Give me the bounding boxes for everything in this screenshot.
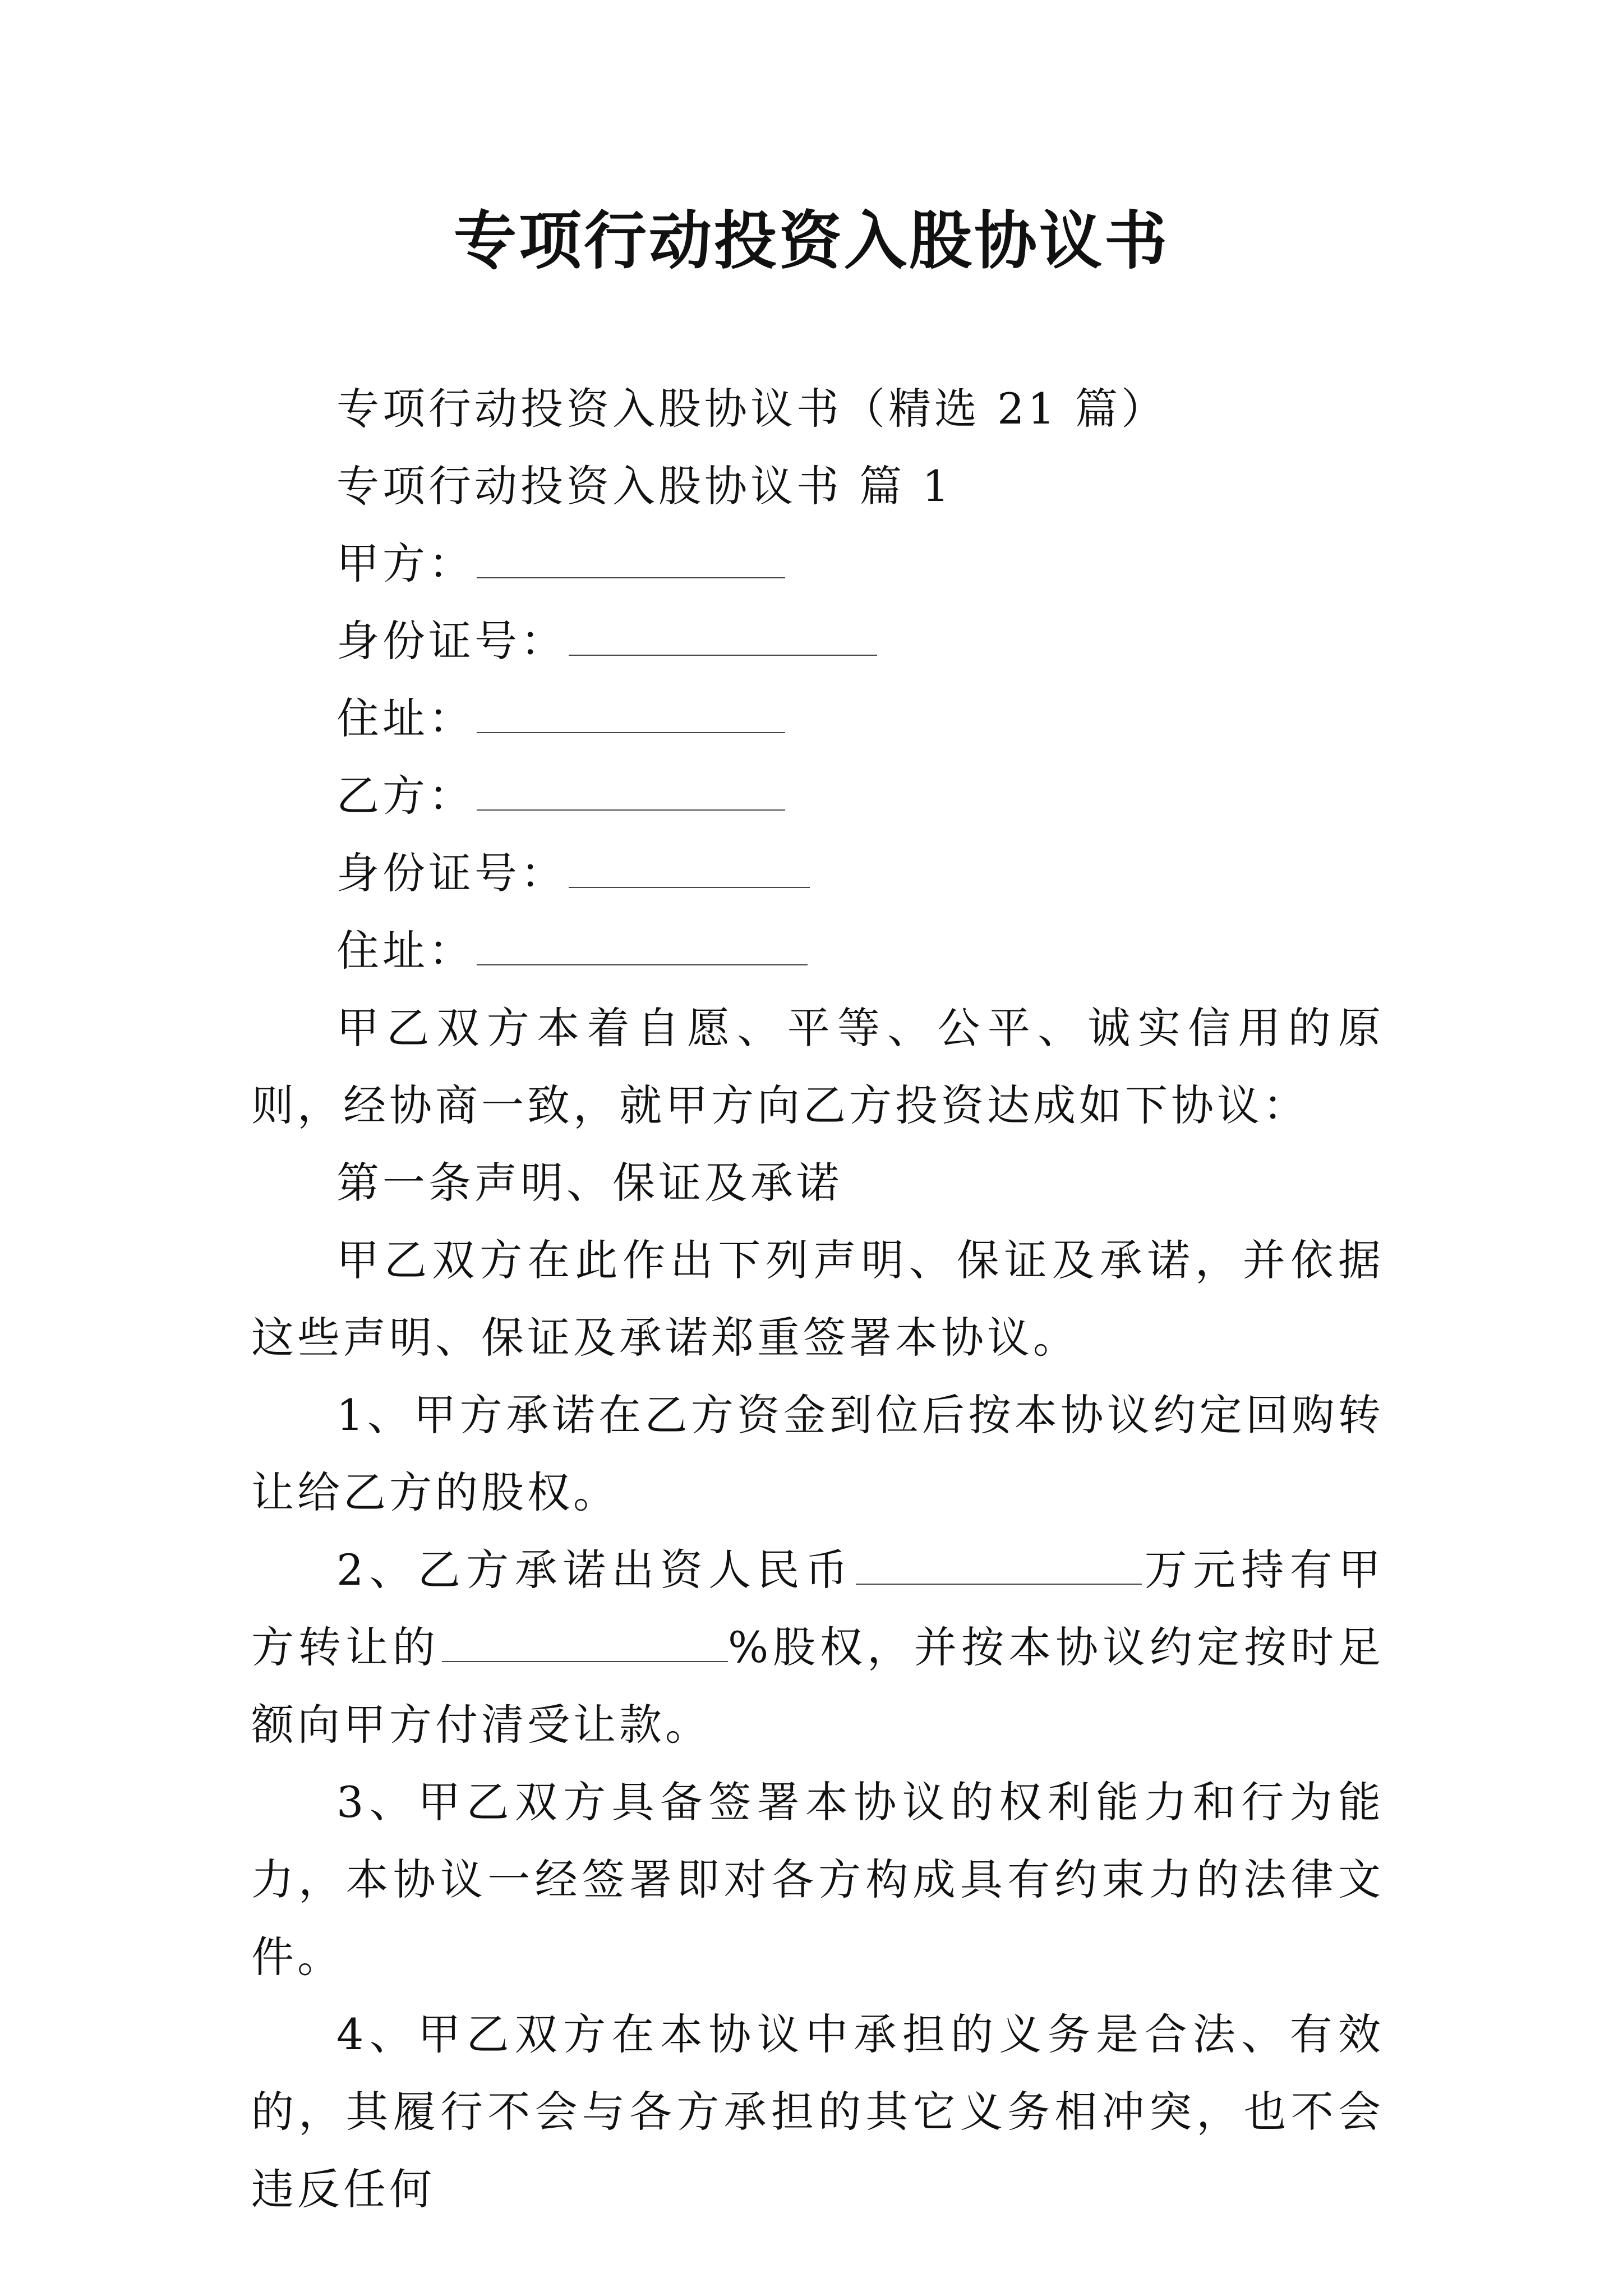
party-b-line bbox=[251, 757, 1384, 835]
article1-body: 甲乙双方在此作出下列声明、保证及承诺，并依据这些声明、保证及承诺郑重签署本协议。 bbox=[251, 1235, 1384, 1363]
section-heading: 专项行动投资入股协议书 篇 1 bbox=[336, 461, 953, 511]
party-b-address-blank bbox=[477, 931, 808, 965]
party-a-label: 甲方： bbox=[336, 539, 474, 588]
party-b-id-line bbox=[251, 835, 1384, 912]
item4-paragraph: 4、甲乙双方在本协议中承担的义务是合法、有效的，其履行不会与各方承担的其它义务相冲突，也不会违反任何 bbox=[251, 2009, 1384, 2214]
subtitle: 专项行动投资入股协议书（精选 21 篇） bbox=[336, 384, 1168, 434]
party-b-blank bbox=[477, 776, 785, 811]
party-a-blank bbox=[477, 544, 785, 578]
item2-text-1: 2、乙方承诺出资人民币 bbox=[336, 1545, 854, 1595]
article1-heading: 第一条声明、保证及承诺 bbox=[336, 1158, 842, 1208]
party-a-line bbox=[251, 525, 1384, 602]
party-b-label: 乙方： bbox=[336, 771, 474, 821]
item2-text-2: 万元持有甲方转让的 bbox=[251, 1545, 1384, 1672]
document-body bbox=[251, 370, 1384, 2228]
item2-percent-blank bbox=[442, 1627, 728, 1662]
party-b-id-blank bbox=[569, 853, 810, 888]
party-a-address-label: 住址： bbox=[336, 693, 474, 743]
item3-paragraph: 3、甲乙双方具备签署本协议的权利能力和行为能力，本协议一经签署即对各方构成具有约束力的法律文件。 bbox=[251, 1777, 1384, 1982]
item2-text-3: %股权，并按本协议约定按时足额向甲方付清受让款。 bbox=[251, 1622, 1385, 1750]
party-b-id-label: 身份证号： bbox=[336, 848, 566, 898]
item1-paragraph: 1、甲方承诺在乙方资金到位后按本协议约定回购转让给乙方的股权。 bbox=[251, 1390, 1384, 1517]
party-b-address-line bbox=[251, 912, 1384, 990]
party-a-id-label: 身份证号： bbox=[336, 616, 566, 666]
intro-paragraph: 甲乙双方本着自愿、平等、公平、诚实信用的原则，经协商一致，就甲方向乙方投资达成如下协议： bbox=[251, 1003, 1384, 1130]
item2-paragraph bbox=[251, 1531, 1384, 1764]
document-title: 专项行动投资入股协议书 bbox=[454, 204, 1169, 278]
party-a-address-line bbox=[251, 680, 1384, 757]
item2-amount-blank bbox=[856, 1550, 1142, 1585]
party-b-address-label: 住址： bbox=[336, 926, 474, 976]
party-a-id-blank bbox=[569, 621, 877, 656]
party-a-id-line bbox=[251, 602, 1384, 680]
party-a-address-blank bbox=[477, 698, 785, 733]
